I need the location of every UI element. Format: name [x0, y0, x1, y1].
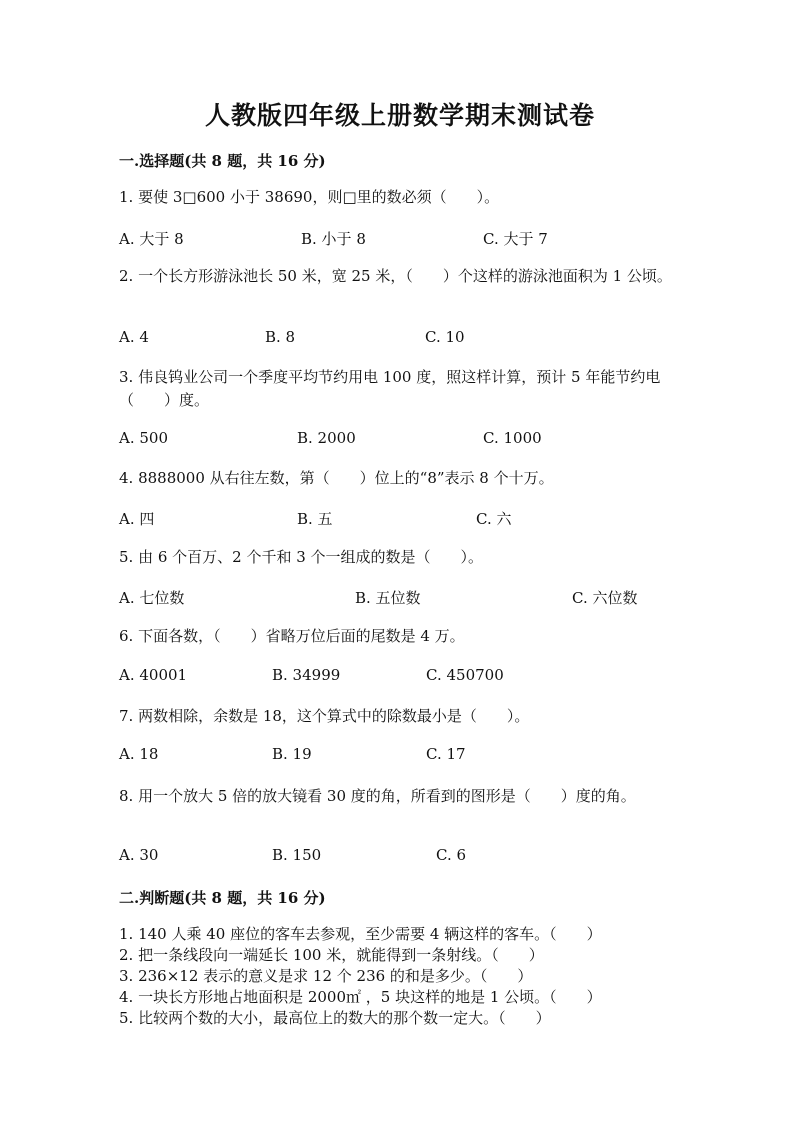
q8-option-b: B. 150 [272, 846, 322, 864]
q2-option-c: C. 10 [425, 328, 465, 346]
exam-title: 人教版四年级上册数学期末测试卷 [204, 101, 595, 130]
q1-option-a: A. 大于 8 [119, 230, 184, 248]
q5-option-a: A. 七位数 [119, 589, 185, 607]
q8-option-c: C. 6 [436, 846, 467, 864]
q1-option-c: C. 大于 7 [483, 230, 548, 248]
q3-option-c: C. 1000 [483, 429, 542, 447]
q4-option-c: C. 六 [476, 510, 512, 528]
judgment-item-3: 3. 236×12 表示的意义是求 12 个 236 的和是多少。（ ） [119, 967, 533, 985]
q5-option-b: B. 五位数 [355, 589, 421, 607]
q4-option-b: B. 五 [297, 510, 333, 528]
q3-option-a: A. 500 [119, 429, 168, 447]
q5-option-c: C. 六位数 [572, 589, 638, 607]
q2-option-a: A. 4 [119, 328, 149, 346]
question-3: 3. 伟良钨业公司一个季度平均节约用电 100 度，照这样计算，预计 5 年能节约电（ ）度。 [119, 368, 661, 409]
q4-option-a: A. 四 [119, 510, 155, 528]
question-2: 2. 一个长方形游泳池长 50 米，宽 25 米，（ ）个这样的游泳池面积为 1 公顷。 [119, 267, 672, 285]
question-4: 4. 8888000 从右往左数，第（ ）位上的“8”表示 8 个十万。 [119, 469, 554, 487]
q1-option-b: B. 小于 8 [301, 230, 366, 248]
q8-option-a: A. 30 [119, 846, 159, 864]
question-8: 8. 用一个放大 5 倍的放大镜看 30 度的角，所看到的图形是（ ）度的角。 [119, 787, 636, 805]
q6-option-a: A. 40001 [119, 666, 188, 684]
section-header-judgment: 二.判断题(共 8 题，共 16 分) [119, 889, 326, 907]
question-1: 1. 要使 3□600 小于 38690，则□里的数必须（ ）。 [119, 188, 500, 206]
question-5: 5. 由 6 个百万、2 个千和 3 个一组成的数是（ ）。 [119, 548, 484, 566]
judgment-item-1: 1. 140 人乘 40 座位的客车去参观，至少需要 4 辆这样的客车。（ ） [119, 925, 602, 943]
question-7: 7. 两数相除，余数是 18，这个算式中的除数最小是（ ）。 [119, 707, 530, 725]
q2-option-b: B. 8 [265, 328, 296, 346]
q3-option-b: B. 2000 [297, 429, 356, 447]
section-header-choice: 一.选择题(共 8 题，共 16 分) [119, 152, 326, 170]
q6-option-c: C. 450700 [426, 666, 504, 684]
judgment-item-4: 4. 一块长方形地占地面积是 2000㎡ ，5 块这样的地是 1 公顷。（ ） [119, 988, 602, 1006]
judgment-item-5: 5. 比较两个数的大小，最高位上的数大的那个数一定大。（ ） [119, 1009, 551, 1027]
judgment-item-2: 2. 把一条线段向一端延长 100 米，就能得到一条射线。（ ） [119, 946, 544, 964]
q7-option-c: C. 17 [426, 745, 466, 763]
question-6: 6. 下面各数，（ ）省略万位后面的尾数是 4 万。 [119, 627, 465, 645]
q6-option-b: B. 34999 [272, 666, 341, 684]
q7-option-a: A. 18 [119, 745, 159, 763]
q7-option-b: B. 19 [272, 745, 312, 763]
